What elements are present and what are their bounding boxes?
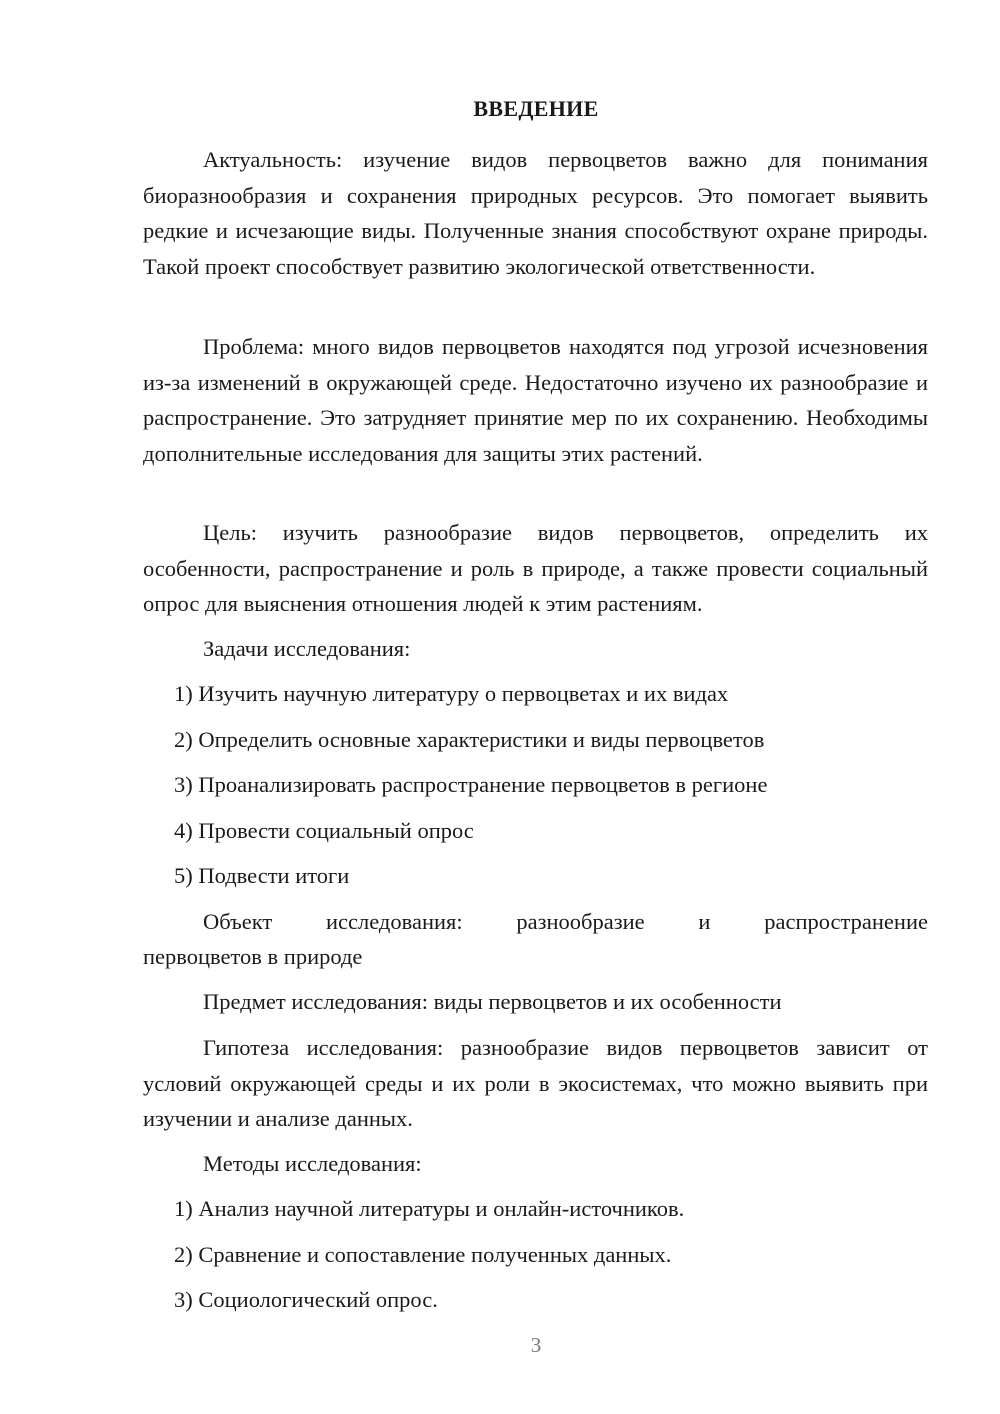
object-line-2: первоцветов в природе [143, 944, 363, 969]
object-line-1: Объект исследования: разнообразие и распространение [203, 909, 928, 934]
page-number: 3 [530, 1333, 542, 1357]
relevance-paragraph: Актуальность: изучение видов первоцветов важно для понимания биоразнообразия и сохранения природных ресурсов. Это помогает выявить редкие и исчезающие виды. Полученные знания способствуют охране природы. Такой проект способствует развитию экологической ответственности. [143, 147, 928, 279]
tasks-heading: Задачи исследования: [203, 636, 411, 661]
subject-line: Предмет исследования: виды первоцветов и их особенности [203, 989, 782, 1014]
problem-paragraph: Проблема: много видов первоцветов находятся под угрозой исчезновения из-за изменений в окружающей среде. Недостаточно изучено их разнообразие и распространение. Это затрудняет принятие мер по их сохранению. Необходимы дополнительные исследования для защиты этих растений. [143, 334, 928, 466]
section-title: ВВЕДЕНИЕ [473, 96, 599, 121]
task-item: 3) Проанализировать распространение первоцветов в регионе [174, 772, 768, 797]
methods-heading: Методы исследования: [203, 1151, 422, 1176]
task-item: 5) Подвести итоги [174, 863, 350, 888]
method-item: 1) Анализ научной литературы и онлайн-источников. [174, 1196, 685, 1221]
task-item: 2) Определить основные характеристики и виды первоцветов [174, 727, 765, 752]
hypothesis-paragraph: Гипотеза исследования: разнообразие видов первоцветов зависит от условий окружающей среды и их роли в экосистемах, что можно выявить при изучении и анализе данных. [143, 1035, 928, 1131]
task-item: 1) Изучить научную литературу о первоцветах и их видах [174, 681, 729, 706]
method-item: 3) Социологический опрос. [174, 1287, 438, 1312]
method-item: 2) Сравнение и сопоставление полученных данных. [174, 1242, 672, 1267]
goal-paragraph: Цель: изучить разнообразие видов первоцветов, определить их особенности, распространение и роль в природе, а также провести социальный опрос для выяснения отношения людей к этим растениям. [143, 520, 928, 616]
task-item: 4) Провести социальный опрос [174, 818, 474, 843]
